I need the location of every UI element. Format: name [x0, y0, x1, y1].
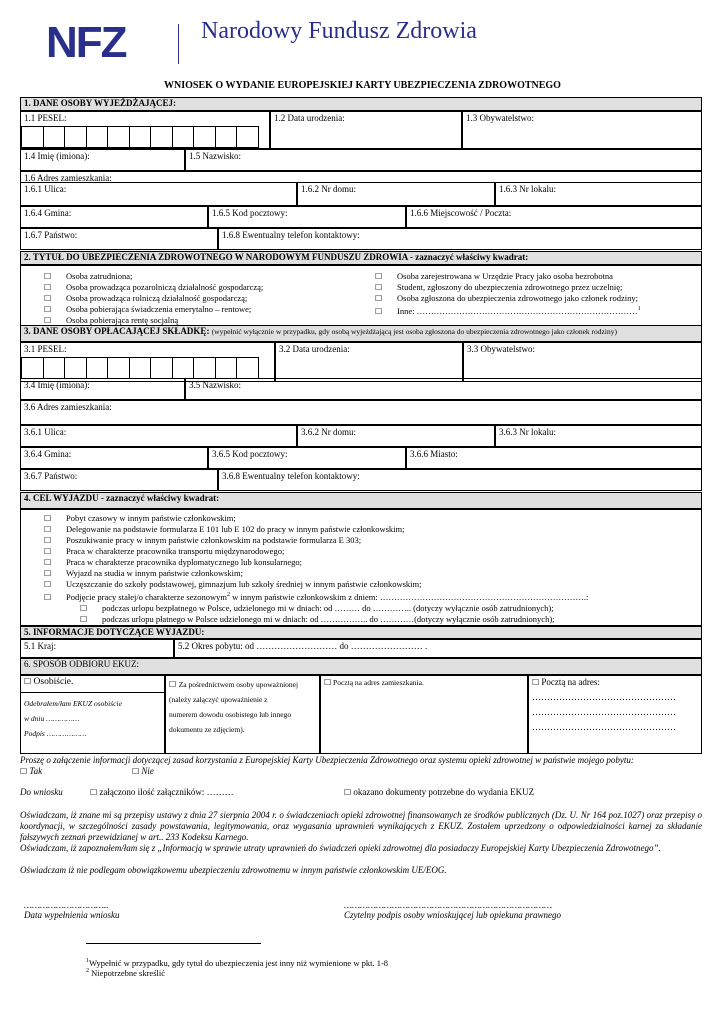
logo-divider: [178, 24, 179, 64]
payer-pesel-label: 3.1 PESEL:: [24, 344, 67, 354]
payer-citizenship-field[interactable]: [463, 342, 702, 382]
section-3-heading: 3. DANE OSOBY OPŁACAJĄCEJ SKŁADKĘ: (wypełnić wyłącznie w przypadku, gdy osobą wyjeżdżającą jest osoba zgłoszona do ubezpieczenia zdrowotnego jako członek rodziny): [20, 325, 702, 342]
pesel-digit-box[interactable]: [64, 126, 87, 148]
mail-address-label: Pocztą na adres:: [541, 677, 600, 687]
checkbox-icon[interactable]: ☐: [24, 677, 32, 686]
payer-first-name-label: 3.4 Imię (imiona):: [24, 380, 90, 390]
payer-last-name-label: 3.5 Nazwisko:: [189, 380, 241, 390]
purpose-label: Pobyt czasowy w innym państwie członkowskim;: [66, 513, 236, 523]
declaration-3: Oświadczam iż nie podlegam obowiązkowemu ubezpieczeniu zdrowotnemu w innym państwie członkowskim UE/EOG.: [20, 865, 447, 875]
option-yes[interactable]: [20, 766, 42, 776]
checkbox-icon[interactable]: ☐: [44, 580, 52, 589]
checkbox-icon[interactable]: ☐: [324, 678, 332, 687]
documents-shown-option[interactable]: [344, 787, 534, 797]
phone-field[interactable]: [218, 228, 702, 250]
purpose-label: Wyjazd na studia w innym państwie członkowskim;: [66, 568, 244, 578]
insurance-title-item[interactable]: [44, 293, 263, 304]
pesel-digit-box[interactable]: [43, 357, 66, 379]
phone-label: 1.6.8 Ewentualny telefon kontaktowy:: [222, 230, 360, 240]
purpose-item[interactable]: [44, 535, 588, 546]
pesel-digit-box[interactable]: [150, 357, 173, 379]
purpose-item[interactable]: [44, 568, 588, 579]
trip-period-label: 5.2 Okres pobytu: od ……………………… do …………………… .: [178, 641, 428, 651]
section-5-heading: 5. INFORMACJE DOTYCZĄCE WYJAZDU:: [20, 626, 702, 639]
mail-home-label: Pocztą na adres zamieszkania.: [333, 678, 424, 687]
checkbox-icon[interactable]: ☐: [44, 283, 52, 292]
leave-sub-label: podczas urlopu płatnego w Polsce udzielonego mi w dniach: od …………….. do …………(dotyczy wyłącznie osób zatrudnionych);: [102, 613, 555, 624]
attachments-label: załączono ilość załączników: ………: [99, 787, 234, 797]
checkbox-icon[interactable]: ☐: [44, 536, 52, 545]
pesel-digit-box[interactable]: [193, 357, 216, 379]
leave-sub-item[interactable]: [44, 614, 588, 625]
footnote-divider: [86, 943, 261, 944]
proxy-text-line: dokumentu ze zdjęciem).: [169, 725, 245, 734]
country-label: 1.6.7 Państwo:: [24, 230, 78, 240]
to-application-label: Do wniosku: [20, 787, 63, 797]
section-4-list: [44, 513, 588, 625]
received-signature: Podpis ………………: [24, 729, 87, 738]
payer-dob-label: 3.2 Data urodzenia:: [279, 344, 350, 354]
payer-phone-label: 3.6.8 Ewentualny telefon kontaktowy:: [222, 471, 360, 481]
proxy-line: [169, 677, 316, 692]
proxy-line: [169, 707, 316, 722]
checkbox-icon[interactable]: ☐: [44, 294, 52, 303]
purpose-label: Delegowanie na podstawie formularza E 101 lub E 102 do pracy w innym państwie członkowskim;: [66, 524, 405, 534]
received-date: w dniu ……………: [24, 714, 80, 723]
checkbox-icon[interactable]: ☐: [44, 558, 52, 567]
checkbox-icon[interactable]: ☐: [90, 788, 98, 797]
checkbox-icon[interactable]: ☐: [44, 316, 52, 325]
citizenship-field[interactable]: [462, 111, 702, 149]
leave-sub-label: podczas urlopu bezpłatnego w Polsce, udzielonego mi w dniach: od ……… do ………….. (dotyczy wyłącznie osób zatrudnionych);: [102, 602, 554, 613]
checkbox-icon[interactable]: ☐: [44, 569, 52, 578]
payer-commune-label: 3.6.4 Gmina:: [24, 449, 72, 459]
section-2-right-list: [375, 271, 641, 317]
pesel-digit-box[interactable]: [107, 126, 130, 148]
purpose-label: Praca w charakterze pracownika transportu międzynarodowego;: [66, 546, 285, 556]
option-no[interactable]: [132, 766, 154, 776]
first-name-field[interactable]: [20, 149, 185, 171]
purpose-label: Poszukiwanie pracy w innym państwie członkowskim na podstawie formularza E 303;: [66, 535, 362, 545]
purpose-item[interactable]: [44, 579, 588, 590]
insurance-title-label: Student, zgłoszony do ubezpieczenia zdrowotnego przez uczelnię;: [397, 282, 623, 292]
insurance-title-item[interactable]: [44, 304, 263, 315]
insurance-title-item[interactable]: [44, 271, 263, 282]
footnote-ref: 1: [637, 306, 641, 312]
flat-no-field[interactable]: [495, 182, 702, 206]
dob-label: 1.2 Data urodzenia:: [274, 113, 345, 123]
country-field[interactable]: [20, 228, 218, 250]
payer-country-label: 3.6.7 Państwo:: [24, 471, 78, 481]
footnote-1: $^1$Wypełnić w przypadku, gdy tytuł do ubezpieczenia jest inny niż wymienione w pkt. 1-8: [86, 958, 389, 968]
insurance-title-label: Osoba zarejestrowana w Urzędzie Pracy jako osoba bezrobotna: [397, 271, 613, 281]
checkbox-icon[interactable]: ☐: [44, 592, 52, 602]
checkbox-icon[interactable]: ☐: [375, 272, 383, 281]
city-field[interactable]: [406, 206, 702, 228]
first-name-label: 1.4 Imię (imiona):: [24, 151, 90, 161]
pickup-personal[interactable]: [20, 675, 165, 754]
footnote-2: $^2$ Niepotrzebne skreślić: [86, 968, 165, 978]
purpose-label: Podjęcie pracy stałej/o charakterze sezonowym: [66, 591, 227, 602]
payer-house-no-label: 3.6.2 Nr domu:: [301, 427, 356, 437]
insurance-title-item[interactable]: [375, 293, 641, 304]
checkbox-icon[interactable]: ☐: [80, 603, 88, 613]
insurance-title-item[interactable]: [375, 271, 641, 282]
payer-flat-no-field[interactable]: [495, 425, 702, 447]
last-name-label: 1.5 Nazwisko:: [189, 151, 241, 161]
pickup-mail-address[interactable]: [528, 675, 702, 754]
section-4-heading: 4. CEL WYJAZDU - zaznaczyć właściwy kwadrat:: [20, 492, 702, 509]
checkbox-icon[interactable]: ☐: [375, 283, 383, 292]
date-label: Data wypełnienia wniosku: [24, 910, 120, 920]
checkbox-icon[interactable]: ☐: [532, 678, 540, 687]
pesel-digit-box[interactable]: [129, 126, 152, 148]
proxy-text: [169, 677, 316, 737]
pickup-proxy[interactable]: [165, 675, 320, 754]
postcode-field[interactable]: [208, 206, 406, 228]
insurance-title-label: Osoba prowadząca rolniczą działalność gospodarczą;: [66, 293, 248, 303]
proxy-text-line: (należy załączyć upoważnienie z: [169, 695, 268, 704]
payer-pesel-boxes: [21, 357, 259, 379]
checkbox-icon[interactable]: ☐: [20, 767, 28, 776]
insurance-title-label: Inne: ……………………………………………………………………: [397, 305, 638, 316]
insurance-title-label: Osoba pobierająca świadczenia emerytalno – rentowe;: [66, 304, 252, 314]
date-dots[interactable]: …………………………..: [24, 900, 109, 910]
divider: [21, 692, 164, 693]
house-no-label: 1.6.2 Nr domu:: [301, 184, 356, 194]
pesel-digit-box[interactable]: [86, 357, 109, 379]
proxy-line: [169, 692, 316, 707]
payer-flat-no-label: 3.6.3 Nr lokalu:: [499, 427, 556, 437]
insurance-title-item[interactable]: [375, 304, 641, 317]
payer-country-field[interactable]: [20, 469, 218, 491]
purpose-item[interactable]: [44, 513, 588, 524]
trip-country-label: 5.1 Kraj:: [24, 641, 56, 651]
pesel-digit-box[interactable]: [172, 126, 195, 148]
payer-dob-field[interactable]: [275, 342, 463, 382]
signature-dots[interactable]: ……………………………………………………………………: [344, 900, 553, 910]
personal-label: Osobiście.: [33, 677, 74, 687]
payer-last-name-field[interactable]: [185, 378, 702, 400]
checkbox-icon[interactable]: ☐: [375, 306, 383, 316]
section-2-left-list: [44, 271, 263, 326]
pesel-digit-box[interactable]: [107, 357, 130, 379]
pesel-digit-box[interactable]: [150, 126, 173, 148]
section-6-heading: 6. SPOSÓB ODBIORU EKUZ:: [20, 658, 702, 675]
signature-label: Czytelny podpis osoby wnioskującej lub opiekuna prawnego: [344, 910, 561, 920]
city-label: 1.6.6 Miejscowość / Poczta:: [410, 208, 512, 218]
payer-address-label: 3.6 Adres zamieszkania:: [20, 400, 702, 425]
flat-no-label: 1.6.3 Nr lokalu:: [499, 184, 556, 194]
payer-phone-field[interactable]: [218, 469, 702, 491]
pesel-digit-box[interactable]: [129, 357, 152, 379]
pesel-digit-box[interactable]: [172, 357, 195, 379]
last-name-field[interactable]: [185, 149, 702, 171]
pesel-digit-box[interactable]: [193, 126, 216, 148]
checkbox-icon[interactable]: ☐: [44, 514, 52, 523]
street-field[interactable]: [20, 182, 297, 206]
pesel-digit-box[interactable]: [215, 126, 238, 148]
document-title: WNIOSEK O WYDANIE EUROPEJSKIEJ KARTY UBEZPIECZENIA ZDROWOTNEGO: [164, 80, 561, 91]
trip-country-field[interactable]: [20, 639, 174, 658]
pesel-digit-box[interactable]: [64, 357, 87, 379]
pesel-boxes: [21, 126, 259, 148]
checkbox-icon[interactable]: ☐: [44, 525, 52, 534]
citizenship-label: 1.3 Obywatelstwo:: [466, 113, 534, 123]
pesel-digit-box[interactable]: [21, 357, 44, 379]
house-no-field[interactable]: [297, 182, 495, 206]
pesel-digit-box[interactable]: [236, 357, 259, 379]
insurance-title-label: Osoba zgłoszona do ubezpieczenia zdrowotnego jako członek rodziny;: [397, 293, 638, 303]
section-3-note: (wypełnić wyłącznie w przypadku, gdy osobą wyjeżdżającą jest osoba zgłoszona do ubezpieczenia zdrowotnego jako członek rodziny): [211, 327, 617, 336]
checkbox-icon[interactable]: ☐: [132, 767, 140, 776]
checkbox-icon[interactable]: ☐: [44, 547, 52, 556]
commune-field[interactable]: [20, 206, 208, 228]
declaration-2: Oświadczam, iż zapoznałem/łam się z „Informacją w sprawie utraty uprawnień do świadczeń opieki zdrowotnej dla posiadaczy Europejskiej Karty Ubezpieczenia Zdrowotnego”.: [20, 843, 661, 853]
payer-first-name-field[interactable]: [20, 378, 185, 400]
proxy-line: [169, 722, 316, 737]
pickup-mail-home[interactable]: [320, 675, 528, 754]
pesel-label: 1.1 PESEL:: [24, 113, 67, 123]
attach-question: Proszę o załączenie informacji dotyczącej zasad korzystania z Europejskiej Karty Ubezpieczenia Zdrowotnego oraz systemu opieki zdrowotnej w państwie mojego pobytu:: [20, 755, 634, 765]
purpose-item[interactable]: [44, 546, 588, 557]
purpose-item[interactable]: [44, 557, 588, 568]
section-1-heading: 1. DANE OSOBY WYJEŻDŻAJĄCEJ:: [20, 97, 702, 111]
checkbox-icon[interactable]: ☐: [169, 680, 179, 689]
insurance-title-label: Osoba pobierająca rentę socjalną: [66, 315, 179, 325]
section-2-heading: 2. TYTUŁ DO UBEZPIECZENIA ZDROWOTNEGO W NARODOWYM FUNDUSZU ZDROWIA - zaznaczyć właściwy kwadrat:: [20, 251, 702, 265]
received-label: Odebrałem/łam EKUZ osobiście: [24, 699, 122, 708]
purpose-item[interactable]: [44, 524, 588, 535]
pesel-digit-box[interactable]: [86, 126, 109, 148]
dob-field[interactable]: [270, 111, 462, 149]
leave-sub-item[interactable]: [44, 603, 588, 614]
insurance-title-label: Osoba zatrudniona;: [66, 271, 133, 281]
nfz-logo: NFZ: [46, 18, 126, 67]
trip-period-field[interactable]: [174, 639, 702, 658]
address-label: 1.6 Adres zamieszkania:: [20, 171, 702, 184]
pesel-digit-box[interactable]: [21, 126, 44, 148]
pesel-digit-box[interactable]: [236, 126, 259, 148]
declaration-1: Oświadczam, iż znane mi są przepisy ustawy z dnia 27 sierpnia 2004 r. o świadczeniach opieki zdrowotnej finansowanych ze środków publicznych (Dz. U. Nr 164 poz.1027) oraz przepisy o koordynacji, w szczególności zasady powstawania, legitymowania, oraz wygasania uprawnień wynikających z EKUZ. Zostałem uprzedzony o odpowiedzialności karnej za składanie fałszywych zeznań przewidzianej w art.. 233 Kodeksu Karnego.: [20, 810, 702, 842]
no-label: Nie: [141, 766, 154, 776]
insurance-title-label: Osoba prowadząca pozarolniczą działalność gospodarczą;: [66, 282, 264, 292]
proxy-text-line: numerem dowodu osobistego lub innego: [169, 710, 292, 719]
payer-street-label: 3.6.1 Ulica:: [24, 427, 67, 437]
payer-street-field[interactable]: [20, 425, 297, 447]
address-line-3[interactable]: …………………………………………: [532, 722, 676, 732]
payer-postcode-field[interactable]: [208, 447, 406, 469]
checkbox-icon[interactable]: ☐: [44, 272, 52, 281]
proxy-text-line: Za pośrednictwem osoby upoważnionej: [178, 680, 299, 689]
checkbox-icon[interactable]: ☐: [80, 614, 88, 624]
purpose-label: Uczęszczanie do szkoły podstawowej, gimnazjum lub szkoły średniej w innym państwie członkowskim;: [66, 579, 422, 589]
checkbox-icon[interactable]: ☐: [44, 305, 52, 314]
purpose-label: w innym państwie członkowskim z dniem: ……………………………………………………………….:: [229, 591, 589, 602]
payer-city-field[interactable]: [406, 447, 702, 469]
payer-citizenship-label: 3.3 Obywatelstwo:: [467, 344, 535, 354]
checkbox-icon[interactable]: ☐: [375, 294, 383, 303]
payer-postcode-label: 3.6.5 Kod pocztowy:: [212, 449, 288, 459]
insurance-title-item[interactable]: [375, 282, 641, 293]
footnote-ref: 2: [226, 592, 230, 598]
pesel-digit-box[interactable]: [215, 357, 238, 379]
documents-shown-label: okazano dokumenty potrzebne do wydania EKUZ: [353, 787, 535, 797]
attachments-option[interactable]: [90, 787, 234, 797]
payer-commune-field[interactable]: [20, 447, 208, 469]
org-name: Narodowy Fundusz Zdrowia: [201, 18, 477, 44]
pesel-digit-box[interactable]: [43, 126, 66, 148]
purpose-item-seasonal[interactable]: [44, 590, 588, 603]
address-line-2[interactable]: …………………………………………: [532, 707, 676, 717]
postcode-label: 1.6.5 Kod pocztowy:: [212, 208, 288, 218]
yes-label: Tak: [29, 766, 43, 776]
purpose-label: Praca w charakterze pracownika dyplomatycznego lub konsularnego;: [66, 557, 303, 567]
payer-city-label: 3.6.6 Miasto:: [410, 449, 458, 459]
commune-label: 1.6.4 Gmina:: [24, 208, 72, 218]
checkbox-icon[interactable]: ☐: [344, 788, 352, 797]
insurance-title-item[interactable]: [44, 282, 263, 293]
payer-house-no-field[interactable]: [297, 425, 495, 447]
street-label: 1.6.1 Ulica:: [24, 184, 67, 194]
address-line-1[interactable]: …………………………………………: [532, 692, 676, 702]
